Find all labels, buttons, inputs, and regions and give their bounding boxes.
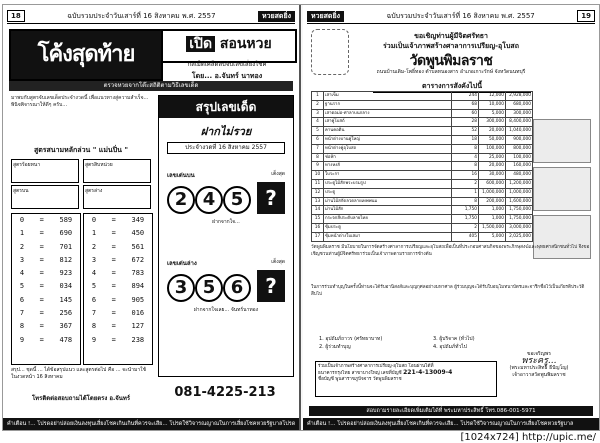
prediction-cell: =: [39, 216, 44, 224]
digit-ball: 2: [167, 186, 195, 214]
prediction-cell: 4: [91, 269, 97, 278]
table-cell: หน้าต่างคู่อุโบสถ: [324, 144, 452, 153]
table-cell: หน้าต่างบานคู่ใหญ่: [324, 135, 452, 144]
table-cell: 16: [452, 171, 479, 180]
prediction-cell: 812: [59, 255, 73, 264]
temple-address: ถนนบ้านเดิม-โพธิ์ทอง ตำบลหนองสาร อำเภอเกาะรักษ์ จังหวัดนนทบุรี: [376, 69, 526, 75]
left-header: [7, 9, 295, 24]
donor-option: 4. อุปถัมภ์ทั่วไป: [433, 344, 467, 350]
table-cell: ซุ้มประตู: [324, 223, 452, 232]
prediction-cell: 7: [91, 309, 97, 318]
prediction-cell: 1: [19, 229, 25, 238]
table-cell: 160,000: [506, 162, 533, 171]
prediction-cell: 783: [131, 269, 145, 278]
table-cell: 20,000: [479, 162, 506, 171]
paragraph: ในการร่วมทำบุญในครั้งนี้ท่านจะได้รับอานิสงส์และบุญกุศลอย่างมหาศาล ผู้ร่วมบุญจะได้รับใบอนุโมทนาบัตรและจารึกชื่อไว้เป็นเกียรติประวัติสืบไป: [311, 285, 585, 297]
table-cell: 2: [312, 100, 324, 109]
digit-ball: 6: [223, 274, 251, 302]
table-cell: 11: [312, 179, 324, 188]
prediction-table-left: [11, 213, 81, 365]
donor-options-right: [433, 335, 589, 351]
prediction-row: [12, 320, 80, 333]
donor-option: 3. ผู้บริจาค (ทั่วไป): [433, 336, 475, 342]
table-cell: ประตูไม้สักพระบรมรูป: [324, 179, 452, 188]
prediction-cell: =: [39, 229, 44, 238]
left-footer-warning: คำเตือน !... โปรดอย่าปล่อยเงินลงทุนเสี่ยงโชคเกินเกินที่ควรจะเสีย... โปรดใช้วิจารณญาณในการเสี่ยงโชคหวยรัฐบาลโปรดใช้วิจารณญาณ: [3, 418, 299, 430]
table-cell: 4: [312, 118, 324, 127]
temple-illustrations: [533, 119, 591, 259]
table-cell: เสาคู่โบสถ์: [324, 118, 452, 127]
prediction-cell: =: [39, 295, 44, 304]
prediction-cell: 256: [59, 309, 73, 318]
prediction-cell: 367: [59, 322, 73, 331]
table-row: [312, 144, 533, 153]
table-cell: 5,000: [479, 109, 506, 118]
table-cell: ประตู: [324, 188, 452, 197]
donor-option: 1. อุปถัมภ์ถาวร (ศรัทธาบาท): [319, 336, 383, 342]
page-number: 19: [577, 10, 595, 22]
table-cell: 3,000,000: [506, 223, 533, 232]
table-header: ตารางการสังคังไปนี้: [373, 81, 531, 93]
table-row: [312, 206, 533, 215]
table-cell: 800,000: [506, 144, 533, 153]
table-cell: 1,750: [452, 215, 479, 224]
prediction-cell: 034: [59, 282, 73, 291]
prediction-row: [84, 267, 152, 280]
prediction-cell: 3: [19, 255, 25, 264]
prediction-cell: =: [111, 309, 116, 318]
table-cell: ช่อฟ้า: [324, 153, 452, 162]
prediction-cell: 894: [131, 282, 145, 291]
table-cell: 200,000: [479, 197, 506, 206]
prediction-cell: =: [111, 255, 116, 264]
table-row: [312, 188, 533, 197]
table-cell: 5: [312, 127, 324, 136]
prediction-cell: =: [111, 269, 116, 278]
prediction-row: [84, 334, 152, 347]
page-number: 18: [7, 10, 25, 22]
prediction-cell: 672: [131, 255, 145, 264]
digit-ball: 5: [195, 274, 223, 302]
table-row: [312, 118, 533, 127]
temple-image: [533, 167, 591, 211]
table-row: [312, 171, 533, 180]
prediction-cell: =: [111, 282, 116, 291]
table-cell: 13: [312, 197, 324, 206]
table-cell: 1,000: [479, 215, 506, 224]
prediction-cell: 016: [131, 309, 145, 318]
prediction-row: [12, 294, 80, 307]
table-cell: หางหงส์: [324, 162, 452, 171]
table-cell: 60: [452, 109, 479, 118]
right-footer-warning: คำเตือน !... โปรดอย่าปล่อยเงินลงทุนเสี่ยงโชคเกินที่ควรจะเสีย... โปรดใช้วิจารณญาณในการเสี่ยงโชคหวยรัฐบาล: [303, 418, 599, 430]
table-cell: 1,500,000: [479, 223, 506, 232]
table-row: [312, 100, 533, 109]
lower-label: เลขเด่นล่าง: [167, 260, 197, 267]
formula-box: สูตรบน: [11, 185, 79, 209]
prediction-cell: 3: [91, 255, 97, 264]
prediction-row: [84, 227, 152, 240]
table-cell: 1,600,000: [506, 197, 533, 206]
formula-box: สูตรสิบหน่วย: [83, 159, 151, 183]
sign-title: เจ้าอาวาสวัดพูนพิมลราช: [512, 372, 566, 378]
prediction-cell: 9: [91, 335, 97, 344]
table-cell: คานคอดิน: [324, 127, 452, 136]
table-cell: 1,750,000: [506, 206, 533, 215]
table-cell: 1,200,000: [506, 179, 533, 188]
panel-date: ประจำงวดที่ 16 สิงหาคม 2557: [167, 142, 285, 154]
contact-line: ร่วมเป็นเจ้าภาพสร้างศาลาการเปรียญ-อุโบสถ โอนผ่านได้ที่: [318, 364, 434, 369]
prediction-cell: 8: [91, 322, 97, 331]
table-cell: 1,750: [452, 206, 479, 215]
phone-number: 081-4225-213: [174, 385, 276, 400]
prediction-row: [84, 254, 152, 267]
table-cell: 14: [312, 206, 324, 215]
prediction-cell: 5: [91, 282, 97, 291]
table-row: [312, 92, 533, 101]
prediction-cell: 450: [131, 229, 145, 238]
prediction-cell: 7: [19, 309, 25, 318]
table-cell: 20,000: [479, 127, 506, 136]
table-row: [312, 215, 533, 224]
prediction-row: [12, 307, 80, 320]
prediction-row: [12, 267, 80, 280]
invite-purpose: ร่วมเป็นเจ้าภาพสร้างศาลาการเปรียญ-อุโบสถ: [383, 42, 519, 50]
table-cell: 16: [312, 223, 324, 232]
table-cell: 8: [312, 153, 324, 162]
table-row: [312, 109, 533, 118]
edition-line: ฉบับรวมประจำวันเสาร์ที่ 16 สิงหาคม พ.ศ. 2557: [67, 12, 216, 20]
prediction-cell: =: [111, 216, 116, 224]
prediction-cell: =: [111, 242, 116, 251]
lesson-banner-text: สอนหวย: [219, 36, 272, 52]
prediction-cell: 905: [131, 295, 145, 304]
table-cell: 300,000: [506, 109, 533, 118]
prediction-row: [84, 280, 152, 293]
table-cell: ใบระกา: [324, 171, 452, 180]
prediction-row: [12, 254, 80, 267]
prediction-cell: 690: [59, 229, 73, 238]
table-cell: ม่านไม้สัก: [324, 206, 452, 215]
donation-table: [311, 91, 533, 242]
formula-box: สูตรร้อยทนา: [11, 159, 79, 183]
table-cell: 5,000: [479, 232, 506, 241]
table-cell: 68: [452, 100, 479, 109]
prediction-cell: =: [39, 309, 44, 318]
table-cell: 25,000: [479, 153, 506, 162]
upper-number-block: [167, 171, 285, 234]
table-cell: 300,000: [479, 118, 506, 127]
prediction-cell: 0: [91, 216, 97, 224]
table-cell: 1: [312, 92, 324, 101]
table-cell: 12,000: [479, 92, 506, 101]
table-cell: 100,000: [479, 144, 506, 153]
table-cell: 2,928,000: [506, 92, 533, 101]
question-mark-icon: ?: [257, 270, 285, 302]
account-number: 221-4-13009-4: [403, 369, 453, 376]
table-cell: 15: [312, 215, 324, 224]
prediction-cell: 9: [19, 335, 25, 344]
prediction-cell: =: [39, 322, 44, 331]
table-cell: 4: [452, 153, 479, 162]
digit-ball: 3: [167, 274, 195, 302]
lesson-banner-prefix: เปิด: [186, 36, 215, 52]
prediction-cell: =: [39, 255, 44, 264]
summary-note: สรุป... ชุดนี้ ... ได้ข้อสรุปแนว และสูตรต่อไป คือ ... จะนำมาใช้ในงวดหน้า 16 สิงหาคม: [11, 367, 146, 380]
table-cell: 28: [452, 118, 479, 127]
prediction-cell: =: [111, 229, 116, 238]
signature-scrawl: พระครู...: [521, 356, 557, 366]
prediction-row: [12, 227, 80, 240]
prediction-cell: 6: [91, 295, 97, 304]
bank-line: ธนาคารกรุงไทย สาขาบางใหญ่ เลขที่บัญชี: [318, 371, 402, 376]
right-header: [307, 9, 595, 24]
table-cell: 10: [312, 171, 324, 180]
prediction-row: [12, 241, 80, 254]
signature-block: [491, 351, 587, 379]
table-row: [312, 127, 533, 136]
table-cell: 10,000: [479, 100, 506, 109]
table-cell: 30,000: [479, 171, 506, 180]
donor-option: 2. ผู้ร่วมทำบุญ: [319, 344, 351, 350]
prediction-cell: 589: [59, 216, 73, 224]
table-row: [312, 162, 533, 171]
sign-label: ขอเจริญพร: [527, 351, 551, 357]
prediction-cell: 145: [59, 295, 73, 304]
question-mark-icon: ?: [257, 182, 285, 214]
table-cell: 1,000,000: [479, 188, 506, 197]
table-cell: 244: [452, 92, 479, 101]
table-cell: 2,025,000: [506, 232, 533, 241]
table-cell: 405: [452, 232, 479, 241]
table-cell: 900,000: [506, 135, 533, 144]
panel-title: สรุปเลขเด็ด: [159, 96, 293, 118]
inquiry-strip: สอบถามรายละเอียดเพิ่มเติมได้ที่ พระมหาประสิทธิ์ โทร.086-001-5971: [309, 406, 593, 416]
table-cell: 1,000: [479, 206, 506, 215]
prediction-cell: =: [39, 335, 44, 344]
subtitle: กลเม็ดเคล็ดลับจับเลขเสี่ยงโชค: [187, 61, 267, 68]
prediction-cell: 2: [19, 242, 25, 251]
contact-line: [318, 370, 494, 377]
table-cell: 1: [452, 188, 479, 197]
table-cell: 2: [452, 179, 479, 188]
headline-banner: โค้งสุดท้าย: [9, 29, 163, 81]
lower-number-block: [167, 259, 285, 322]
table-cell: 9: [312, 162, 324, 171]
upper-note: ฝากจากใจ...: [212, 219, 240, 225]
table-cell: เสาตอม่อ-ศาลาบนกลาง: [324, 109, 452, 118]
contact-line: ชื่อบัญชี พูนสาราขภูปัจจาร วัดพูนพิมลราช: [318, 377, 402, 382]
table-cell: 1,040,000: [506, 127, 533, 136]
table-cell: 100,000: [506, 153, 533, 162]
prediction-cell: 923: [59, 269, 73, 278]
prediction-cell: 4: [19, 269, 25, 278]
formula-box: สูตรล่าง: [83, 185, 151, 209]
table-row: [312, 179, 533, 188]
table-cell: ซุ้มหน้าต่างใบเสมา: [324, 232, 452, 241]
prediction-cell: =: [111, 322, 116, 331]
table-cell: ฐานราก: [324, 100, 452, 109]
top-pick-label: เต็งสุด: [271, 259, 285, 265]
table-cell: ม่านไม้สกัดลวดลายเทพพนม: [324, 197, 452, 206]
table-cell: 600,000: [479, 179, 506, 188]
lower-note: ฝากจากใจเลย... จันทร์นาทอง: [193, 307, 259, 313]
sign-name: (พระมหาประสิทธิ์ ธีปัญโญ): [509, 365, 569, 371]
top-pick-label: เต็งสุด: [271, 171, 285, 177]
prediction-cell: 8: [19, 322, 25, 331]
prediction-row: [84, 294, 152, 307]
prediction-row: [84, 320, 152, 333]
prediction-cell: 701: [59, 242, 73, 251]
table-cell: กระจกสีประดับลายไทย: [324, 215, 452, 224]
table-cell: เสาเข็ม: [324, 92, 452, 101]
table-cell: 8: [452, 197, 479, 206]
table-cell: 2: [452, 223, 479, 232]
table-cell: 8: [452, 162, 479, 171]
prediction-cell: =: [39, 269, 44, 278]
table-cell: 8: [452, 144, 479, 153]
intro-text: มาพบกับสูตรจับเลขเด็ดประจำงวดนี้ เพื่อแนวทางสู่ความสำเร็จ... พินิจพิจารณาให้ดีๆ ครับ...: [11, 95, 149, 108]
left-page: [3, 5, 301, 439]
prediction-cell: 0: [19, 216, 25, 224]
prediction-row: [12, 214, 80, 227]
prediction-table-right: [83, 213, 153, 365]
prediction-row: [84, 214, 152, 227]
table-cell: 6: [312, 135, 324, 144]
hot-numbers-panel: [158, 95, 294, 377]
prediction-row: [12, 334, 80, 347]
table-row: [312, 197, 533, 206]
table-cell: 50,000: [479, 135, 506, 144]
paragraph: วัดพูนพิมลราช มีนโยบายในการจัดสร้างศาลาการเปรียญและอุโบสถเพื่อเป็นที่ประกอบศาสนกิจของพระภิกษุสงฆ์และพุทธศาสนิกชนทั่วไป จึงขอเชิญชวนท่านผู้มีจิตศรัทธาร่วมเป็นเจ้าภาพตามรายการข้างต้น: [311, 245, 590, 257]
table-cell: 3: [312, 109, 324, 118]
panel-subtitle: ฝากไม่รวย: [200, 125, 252, 138]
formula-title: สูตรสนามหลักล่วน " แม่นปิ่น ": [33, 146, 129, 154]
prediction-cell: =: [39, 282, 44, 291]
table-row: [312, 153, 533, 162]
table-cell: 52: [452, 127, 479, 136]
lesson-banner: [161, 29, 297, 63]
bank-contact-box: [315, 361, 497, 397]
digit-ball: 4: [195, 186, 223, 214]
prediction-cell: 2: [91, 242, 97, 251]
edition-line: ฉบับรวมประจำวันเสาร์ที่ 16 สิงหาคม พ.ศ. 2557: [386, 12, 535, 20]
temple-name: วัดพูนพิมลราช: [409, 53, 493, 69]
prediction-cell: =: [111, 335, 116, 344]
masthead-logo: หวยสดยิ่ง: [258, 11, 295, 22]
table-cell: 1,000,000: [506, 188, 533, 197]
right-page: [303, 5, 599, 430]
prediction-cell: 478: [59, 335, 73, 344]
prediction-cell: =: [39, 242, 44, 251]
section-strip: ตรวจหวยจากโต๊ะสถิติตามวิธีเลขเด็ด: [9, 81, 293, 91]
upper-label: เลขเด่นบน: [167, 172, 195, 179]
image-watermark: [1024x724] http://upic.me/: [460, 432, 596, 443]
prediction-cell: 238: [131, 335, 145, 344]
prediction-cell: 6: [19, 295, 25, 304]
prediction-cell: 1: [91, 229, 97, 238]
prediction-cell: 127: [131, 322, 145, 331]
prediction-row: [84, 241, 152, 254]
table-row: [312, 135, 533, 144]
table-cell: 17: [312, 232, 324, 241]
table-cell: 12: [312, 188, 324, 197]
prediction-cell: =: [111, 295, 116, 304]
digit-ball: 5: [223, 186, 251, 214]
formula-boxes: [11, 159, 151, 209]
prediction-row: [12, 280, 80, 293]
author-line: โดย... อ.จันทร์ นาทอง: [191, 72, 263, 80]
temple-image: [533, 119, 591, 163]
table-cell: 1,750,000: [506, 215, 533, 224]
prediction-cell: 561: [131, 242, 145, 251]
table-row: [312, 232, 533, 241]
prediction-cell: 5: [19, 282, 25, 291]
table-row: [312, 223, 533, 232]
prediction-cell: 349: [131, 216, 145, 224]
table-cell: 18: [452, 135, 479, 144]
prediction-row: [84, 307, 152, 320]
contact-line: โทรติดต่อสอบถามได้โดยตรง อ.จันทร์: [31, 395, 131, 402]
invite-line: ขอเชิญท่านผู้มีจิตศรัทธา: [414, 32, 488, 40]
masthead-logo: หวยสดยิ่ง: [307, 11, 344, 22]
table-cell: 8,400,000: [506, 118, 533, 127]
table-cell: 480,000: [506, 171, 533, 180]
table-cell: 7: [312, 144, 324, 153]
table-cell: 680,000: [506, 100, 533, 109]
